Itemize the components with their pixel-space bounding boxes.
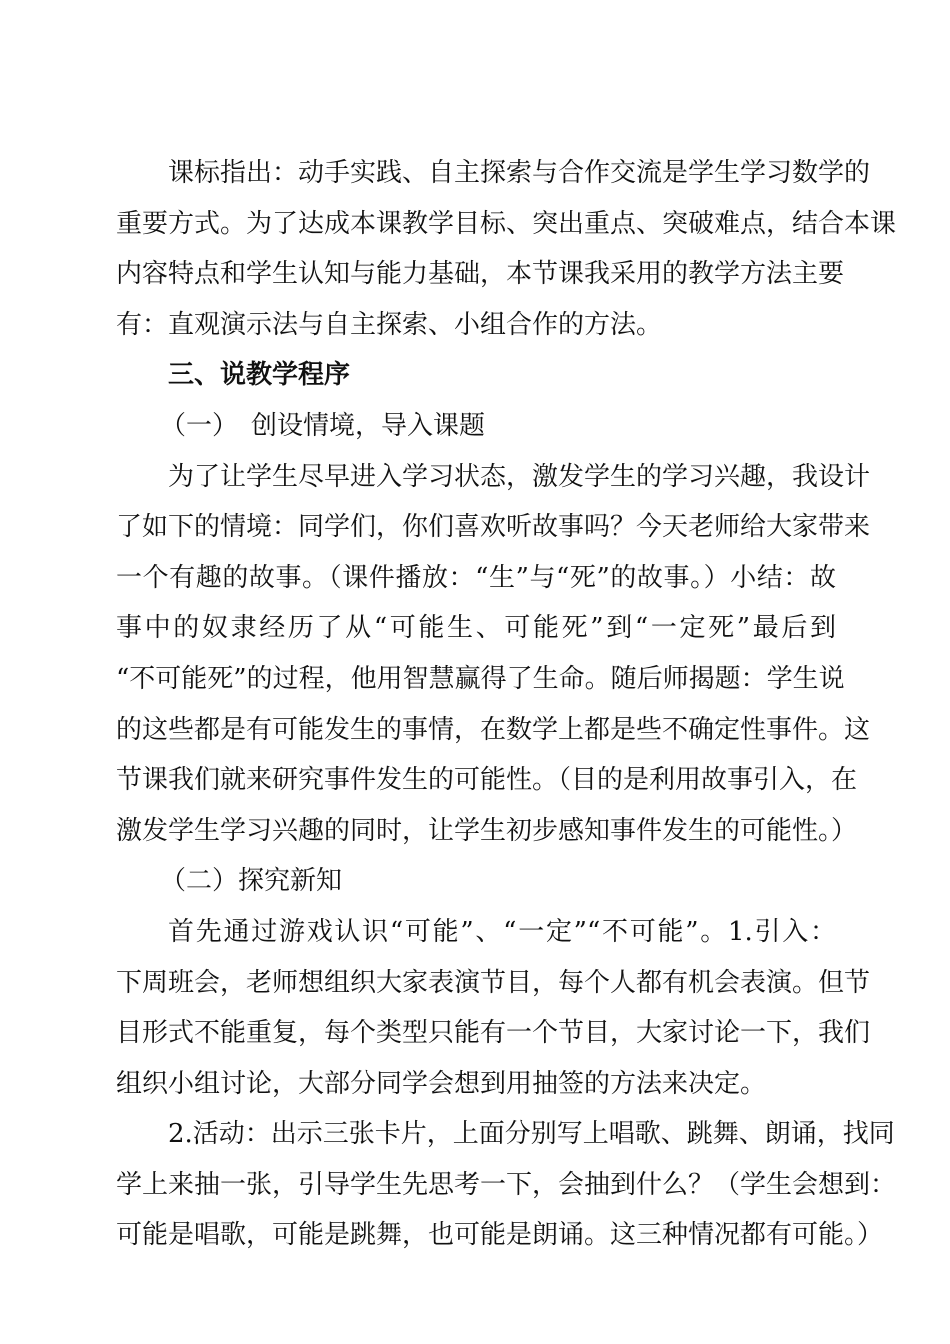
text-line: 有：直观演示法与自主探索、小组合作的方法。 xyxy=(116,309,663,340)
text-line: 事中的奴隶经历了从“可能生、可能死”到“一定死”最后到 xyxy=(116,613,836,644)
text-line: “不可能死”的过程，他用智慧赢得了生命。随后师揭题：学生说 xyxy=(116,663,845,694)
text-line: 目形式不能重复，每个类型只能有一个节目，大家讨论一下，我们 xyxy=(116,1018,871,1049)
text-line: 下周班会，老师想组织大家表演节目，每个人都有机会表演。但节 xyxy=(116,967,871,998)
text-line: 首先通过游戏认识“可能”、“一定”“不可能”。1.引入： xyxy=(168,916,836,947)
paragraph-story-intro xyxy=(116,452,871,857)
heading-text: 三、说教学程序 xyxy=(168,360,351,391)
text-line: 一个有趣的故事。（课件播放：“生”与“死”的故事。）小结：故 xyxy=(116,562,836,593)
text-line: 课标指出：动手实践、自主探索与合作交流是学生学习数学的 xyxy=(168,158,871,188)
paragraph-teaching-method xyxy=(116,148,897,350)
paragraph-activity xyxy=(116,1109,897,1261)
text-line: 激发学生学习兴趣的同时，让学生初步感知事件发生的可能性。） xyxy=(116,815,858,846)
text-line: 学上来抽一张，引导学生先思考一下，会抽到什么？（学生会想到： xyxy=(116,1169,897,1200)
text-line: 为了让学生尽早进入学习状态，激发学生的学习兴趣，我设计 xyxy=(168,461,871,492)
text-line: 组织小组讨论，大部分同学会想到用抽签的方法来决定。 xyxy=(116,1068,767,1099)
paragraph-game-intro xyxy=(116,907,871,1109)
text-line: 可能是唱歌，可能是跳舞，也可能是朗诵。这三种情况都有可能。） xyxy=(116,1220,884,1251)
subsection-heading-explore xyxy=(116,856,836,907)
subheading-text: （一） 创设情境，导入课题 xyxy=(160,410,486,441)
text-line: 重要方式。为了达成本课教学目标、突出重点、突破难点，结合本课 xyxy=(116,208,897,239)
subsection-heading-create-situation xyxy=(116,401,836,452)
text-line: 2.活动：出示三张卡片，上面分别写上唱歌、跳舞、朗诵，找同 xyxy=(168,1119,895,1150)
text-line: 内容特点和学生认知与能力基础，本节课我采用的教学方法主要 xyxy=(116,259,845,290)
subheading-text: （二）探究新知 xyxy=(160,866,343,897)
text-line: 节课我们就来研究事件发生的可能性。（目的是利用故事引入，在 xyxy=(116,765,858,796)
text-line: 了如下的情境：同学们，你们喜欢听故事吗？今天老师给大家带来 xyxy=(116,512,871,543)
text-line: 的这些都是有可能发生的事情，在数学上都是些不确定性事件。这 xyxy=(116,714,871,745)
document-page xyxy=(116,148,897,1261)
section-heading-teaching-procedure xyxy=(116,350,836,401)
